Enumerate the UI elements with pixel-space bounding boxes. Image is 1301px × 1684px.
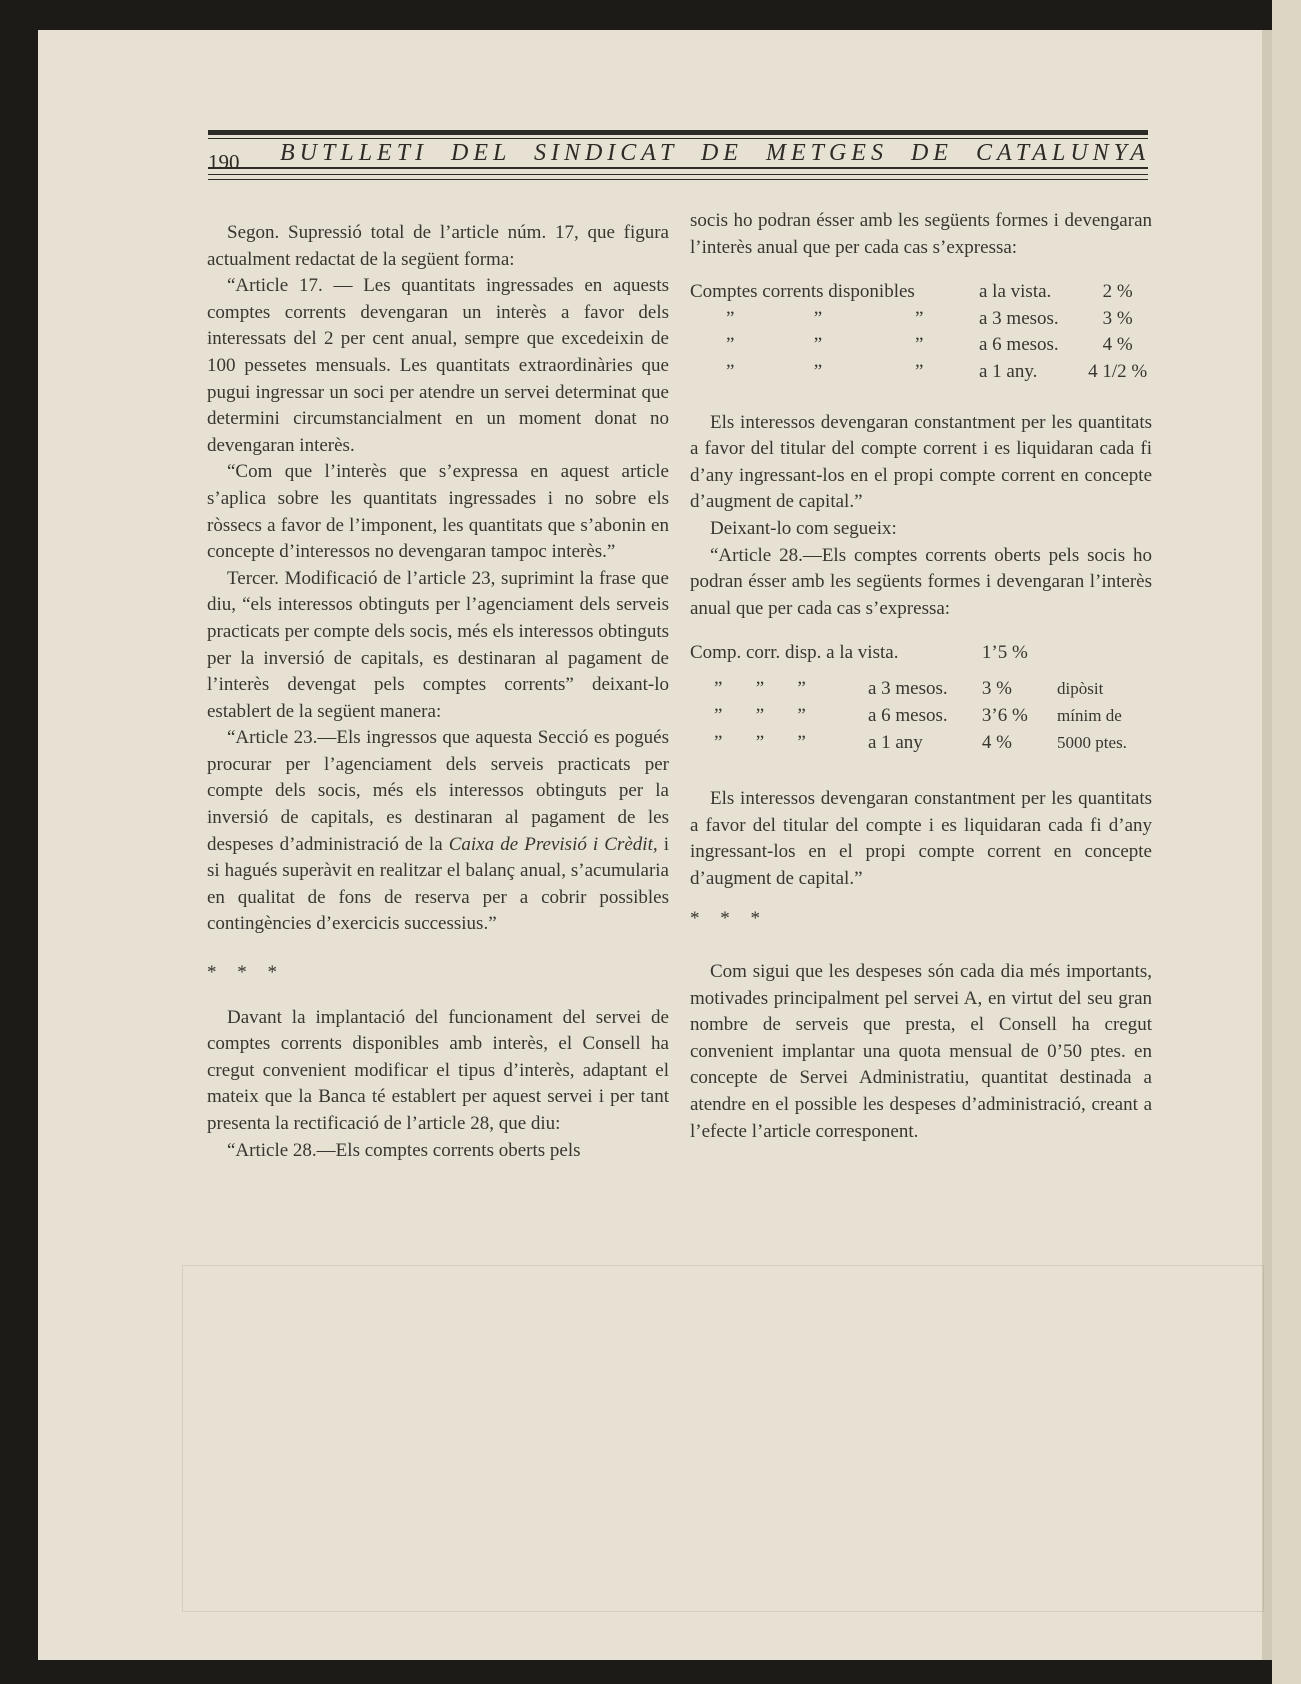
table-row [690,640,1145,676]
paragraph-article-23 [207,725,669,938]
right-column [690,208,1152,1145]
ditto-mark: ” [915,334,924,356]
row-label: Comptes corrents disponibles [690,281,915,303]
paragraph: Segon. Supressió total de l’article núm. 17, que figura actualment redactat de la següent forma: [207,222,669,270]
ditto-marks [690,730,868,757]
ditto-mark: ” [726,360,735,382]
ditto-mark: ” [813,360,823,382]
italic-title: Caixa de Previsió i Crèdit, [448,833,658,855]
rate-cell: 3 % [981,678,1012,700]
show-through-box [182,1265,1264,1612]
header-rule-bottom-thin [208,174,1148,175]
rate-cell: 4 % [981,731,1012,753]
paragraph: “Com que l’interès que s’expressa en aquest article s’aplica sobre les quantitats ingressades i no sobre els ròssecs a favor de l’imponent, les quantitats que s’abonin en concepte d’interessos no devengaran tampoc interès.” [207,461,669,563]
note-cell: dipòsit [1057,679,1104,699]
next-page-edge [1272,0,1301,1684]
running-header-title: BUTLLETI DEL SINDICAT DE METGES DE CATALUNYA [280,140,1150,166]
table-row [690,703,1145,730]
rate-cell: 4 1/2 % [1088,360,1148,382]
ditto-mark: ” [813,307,823,329]
paragraph: Els interessos devengaran constantment per les quantitats a favor del titular del compte i es liquidaran cada fi d’any ingressant-los en el propi compte corrent en concepte d’augment de capital.” [690,788,1152,889]
paragraph: socis ho podran ésser amb les següents formes i devengaran l’interès anual que per cada cas s’expressa: [690,210,1152,258]
note-cell: mínim de [1057,705,1122,725]
rate-cell: 3’6 % [981,704,1028,726]
ditto-mark: ” [813,334,823,356]
table-row [690,359,1155,386]
header-rule-top-thin [208,138,1148,139]
header-rule-bottom [208,167,1148,169]
header-rule-top [208,130,1148,135]
term-cell: a 3 mesos. [979,307,1059,329]
term-cell: a la vista. [979,281,1052,303]
table-row [690,332,1155,359]
ditto-mark: ” [755,704,765,726]
left-column [207,220,669,1164]
paragraph: “Article 17. — Les quantitats ingressades en aquests comptes corrents devengaran un interès a favor dels interessats del 2 per cent anual, sempre que excedeixin de 100 pessetes mensuals. Les quantitats extraordinàries que pugui ingressar un soci per atendre un servei determinat que determini circumstancialment en un moment donat no devengaran interès. [207,275,669,456]
row-label: Comp. corr. disp. a la vista. [690,642,899,664]
section-separator: * * * [207,962,285,984]
ditto-mark: ” [755,731,765,753]
ditto-mark: ” [797,731,806,753]
term-cell: a 1 any [867,731,923,753]
note-cell: 5000 ptes. [1057,732,1127,752]
ditto-mark: ” [726,307,735,329]
paragraph: Tercer. Modificació de l’article 23, suprimint la frase que diu, “els interessos obtinguts per l’agenciament dels serveis practicats per compte dels socis, més els interessos obtinguts per la inversió de capitals, es destinaran al pagament de l’interès devengat pels comptes corrents” deixant-lo establert de la següent manera: [207,567,669,722]
paragraph: Deixant-lo com segueix: [710,517,897,539]
ditto-marks [690,703,868,730]
page-number: 190 [208,150,240,174]
rate-cell: 1’5 % [981,642,1028,664]
rate-cell: 3 % [1102,307,1133,329]
ditto-mark: ” [755,678,765,700]
paragraph: “Article 28.—Els comptes corrents oberts pels socis ho podran ésser amb les següents formes i devengaran l’interès anual que per cada cas s’expressa: [690,544,1152,619]
table-row [690,676,1145,703]
table-row [690,279,1155,306]
ditto-mark: ” [915,360,924,382]
interest-table-new [690,640,1145,756]
rate-cell: 2 % [1102,281,1133,303]
term-cell: a 3 mesos. [867,678,948,700]
text-run: “Article 23.—Els ingressos que aquesta Secció es pogués procurar per l’agenciament dels serveis practicats per compte dels socis, més els interessos obtinguts per la inversió de capitals, es destinaran al pagament de les despeses d’administració de la [207,727,669,855]
paragraph: Els interessos devengaran constantment per les quantitats a favor del titular del compte corrent i es liquidaran cada fi d’any ingressant-los en el propi compte corrent en concepte d’augment de capital.” [690,411,1152,513]
term-cell: a 1 any. [979,360,1038,382]
table-row [690,306,1155,333]
section-separator: * * * [690,908,768,930]
ditto-mark: ” [797,704,806,726]
paragraph: Com sigui que les despeses són cada dia més importants, motivades principalment pel servei A, en virtut del seu gran nombre de serveis que presta, el Consell ha cregut convenient implantar una quota mensual de 0’50 ptes. en concepte de Servei Administratiu, quantitat destinada a atendre en el possible les despeses d’administració, creant a l’efecte l’article corresponent. [690,961,1152,1142]
rate-cell: 4 % [1102,334,1133,356]
ditto-mark: ” [726,334,735,356]
text-run: i si hagués superàvit en realitzar el balanç anual, s’acumularia en qualitat de fons de reserva per a cobrir possibles contingències d’exercicis successius.” [207,833,669,935]
ditto-marks [690,676,868,703]
interest-table-old [690,279,1155,385]
ditto-mark: ” [714,678,723,700]
ditto-mark: ” [714,731,723,753]
ditto-mark: ” [714,704,723,726]
ditto-mark: ” [915,307,924,329]
table-row [690,730,1145,757]
header-rule-bottom-thin-2 [208,179,1148,180]
paragraph: Davant la implantació del funcionament del servei de comptes corrents disponibles amb interès, el Consell ha cregut convenient modificar el tipus d’interès, adaptant el mateix que la Banca té establert per aquest servei i per tant presenta la rectificació de l’article 28, que diu: [207,1006,669,1134]
term-cell: a 6 mesos. [867,704,948,726]
paragraph: “Article 28.—Els comptes corrents oberts pels [227,1139,581,1161]
term-cell: a 6 mesos. [979,334,1059,356]
ditto-mark: ” [797,678,806,700]
